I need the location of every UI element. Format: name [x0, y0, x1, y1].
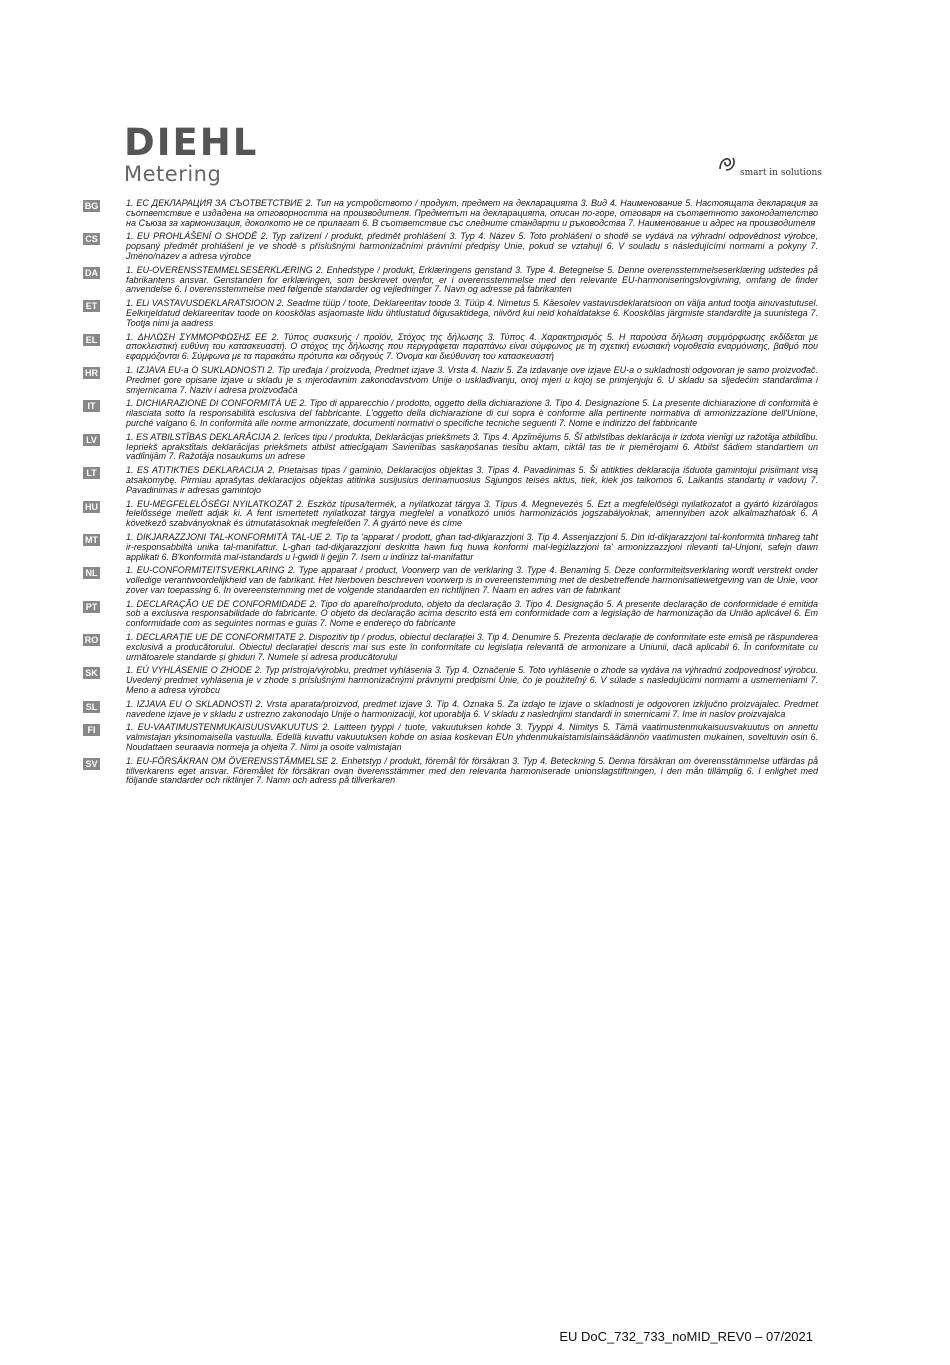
- declaration-text: 1. DIKJARAZZJONI TAL-KONFORMITÀ TAL-UE 2. Tip ta 'apparat / prodott, għan tad-dikjarazzjoni 3. Tip 4. Assenjazzjoni 5. Din id-dikjarazzjoni tal-konformità tinħareġ taħt ir-responsabbiltà unika tal-manifattur. L-għan tad-dikjarazzjoni deskritta hawn fuq huwa konformi mal-leġiżlazzjoni ta' armonizzazzjoni rilevanti tal-Unjoni, safejn dawn applikati 6. B'konformità mal-istandards u l-gwidi li ġejjin 7. Isem u indirizz tal-manifattur: [126, 531, 818, 562]
- language-code-badge: CS: [83, 233, 100, 245]
- declaration-text: 1. EU-CONFORMITEITSVERKLARING 2. Type apparaat / product, Voorwerp van de verklaring 3. Type 4. Benaming 5. Deze conformiteitsverklaring wordt verstrekt onder volledige verantwoordelijkheid van de fabrikant. Het hierboven beschreven voorwerp is in overeenstemming met de desbetreffende harmonisatiewetgeving van de Unie, voor zover van toepassing 6. In overeenstemming met de volgende standaarden en richtlijnen 7. Naam en adres van de fabrikant: [126, 565, 818, 595]
- language-code-badge: ET: [83, 300, 100, 312]
- language-code-badge: RO: [84, 635, 99, 646]
- language-code-badge: MT: [85, 534, 98, 545]
- language-code-badge: FI: [83, 724, 100, 736]
- declaration-text: 1. IZJAVA EU O SKLADNOSTI 2. Vrsta aparata/proizvod, predmet izjave 3. Tip 4. Oznaka 5. Za izdajo te izjave o skladnosti je odgovoren izključno proizvajalec. Predmet navedene izjave je v skladu z ustrezno zakonodajo Unije o harmonizaciji, kot uporablja 6. V skladu z naslednjimi standardi in smernicami 7. Ime in naslov proizvajalca: [126, 698, 818, 719]
- declaration-text: 1. DICHIARAZIONE DI CONFORMITÀ UE 2. Tipo di apparecchio / prodotto, oggetto della dichiarazione 3. Tipo 4. Designazione 5. La presente dichiarazione di conformità è rilasciata sotto la responsabilità esclusiva del fabbricante. L'oggetto della dichiarazione di cui sopra è conforme alla pertinente normativa di armonizzazione dell'Unione, purché valgano 6. In conformità alle norme armonizzate, documenti normativi o specifiche tecniche seguenti 7. Nome e indirizzo del fabbricante: [126, 398, 818, 428]
- declaration-list: [83, 199, 818, 790]
- language-code-badge: LV: [83, 434, 100, 446]
- company-logo: [124, 121, 259, 186]
- language-entry: [83, 433, 818, 462]
- language-entry: [83, 199, 818, 228]
- declaration-text: 1. DECLARAÇÃO UE DE CONFORMIDADE 2. Tipo do aparelho/produto, objeto da declaração 3. Tipo 4. Designação 5. A presente declaração de conformidade é emitida sob a exclusiva responsabilidade do fabricante. O objeto da declaração acima descrito está em conformidade com a legislação de harmonização da União aplicável 6. Em conformidade com as seguintes normas e guias 7. Nome e endereço do fabricante: [126, 598, 818, 629]
- tagline-text: smart in solutions: [740, 168, 822, 178]
- language-entry: [83, 366, 818, 395]
- document-reference: EU DoC_732_733_noMID_REV0 – 07/2021: [559, 1329, 813, 1344]
- language-code-badge: DA: [85, 267, 98, 278]
- declaration-text: 1. EU PROHLÁŠENÍ O SHODĚ 2. Typ zařízení / produkt, předmět prohlášení 3. Typ 4. Název 5. Toto prohlášení o shodě se vydává na výhradní odpovědnost výrobce, popsaný předmět prohlášení je ve shodě s příslušnými harmonizačními právními předpisy Unie, pokud se vztahují 6. V souladu s následujícími normami a pokyny 7. Jméno/název a adresa výrobce: [126, 231, 818, 261]
- language-entry: [83, 299, 818, 328]
- declaration-text: 1. ELi VASTAVUSDEKLARATSIOON 2. Seadme tüüp / toote, Deklareeritav toode 3. Tüüp 4. Nimetus 5. Käesolev vastavusdeklaratsioon on välja antud tootja ainuvastutusel. Eelkirjeldatud deklareeritav toode on kooskõlas asjaomaste liidu ühtlustatud õigusaktidega, niivõrd kui neid kohaldatakse 6. Kooskõlas järgmiste standardite ja suunistega 7. Tootja nimi ja aadress: [126, 298, 818, 328]
- language-code-badge: HR: [85, 367, 98, 378]
- declaration-text: 1. EÚ VYHLÁSENIE O ZHODE 2. Typ prístroja/výrobku, predmet vyhlásenia 3. Typ 4. Označenie 5. Toto vyhlásenie o zhode sa vydáva na výhradnú zodpovednosť výrobcu. Uvedený predmet vyhlásenia je v zhode s príslušnými harmonizačnými právnymi predpismi Únie, čo je použiteľný 6. V súlade s nasledujúcimi normami a usmerneniami 7. Meno a adresa výrobcu: [126, 665, 818, 696]
- language-entry: [83, 757, 818, 786]
- language-entry: [83, 666, 818, 695]
- logo-subtitle: Metering: [124, 162, 222, 186]
- declaration-text: 1. ΔΗΛΩΣΗ ΣΥΜΜΟΡΦΩΣΗΣ ΕΕ 2. Τύπος συσκευής / προϊόν, Στόχος της δήλωσης 3. Τύπος 4. Χαρακτηρισμός 5. Η παρούσα δήλωση συμμόρφωσης εκδίδεται με αποκλειστική ευθύνη του κατασκευαστή. Ο στόχος της δήλωσης που περιγράφεται παραπάνω είναι σύμφωνος με τη σχετική ενωσιακή νομοθεσία εναρμόνισης, βαθμό που εφαρμόζονται 6. Σύμφωνα με τα παρακάτω πρότυπα και οδηγούς 7. Όνομα και διεύθυνση του κατασκευαστή: [126, 331, 818, 362]
- language-code-badge: SL: [83, 701, 100, 713]
- language-entry: [83, 533, 818, 562]
- diehl-swirl-icon: [716, 152, 738, 177]
- language-code-badge: IT: [83, 400, 100, 412]
- language-entry: [83, 266, 818, 295]
- declaration-text: 1. EU-FÖRSÄKRAN OM ÖVERENSSTÄMMELSE 2. Enhetstyp / produkt, föremål för försäkran 3. Typ 4. Beteckning 5. Denna försäkran om överensstämmelse utfärdas på tillverkarens eget ansvar. Föremålet för försäkran ovan överensstämmer med den relevanta harmoniserade unionslagstiftningen, i den mån tillämplig 6. I enlighet med följande standarder och riktlinjer 7. Namn och adress på tillverkaren: [126, 755, 818, 786]
- language-entry: [83, 333, 818, 362]
- language-entry: [83, 232, 818, 261]
- declaration-text: 1. EU-VAATIMUSTENMUKAISUUSVAKUUTUS 2. Laitteen tyyppi / tuote, vakuutuksen kohde 3. Tyyppi 4. Nimitys 5. Tämä vaatimustenmukaisuusvakuutus on annettu valmistajan yksinomaisella vastuulla. Edellä kuvattu vakuutuksen kohde on asiaa koskevan EUn yhdenmukaistamislainsäädännön vaatimusten mukainen, soveltuvin osin 6. Noudattaen seuraavia normeja ja ohjeita 7. Nimi ja osoite valmistajan: [126, 722, 818, 753]
- declaration-text: 1. ES ATBILSTĪBAS DEKLARĀCIJA 2. Ierīces tipu / produkta, Deklarācijas priekšmets 3. Tips 4. Apzīmējums 5. Šī atbilstības deklarācija ir izdota vienīgi uz ražotāja atbildību. Iepriekš aprakstītais deklarācijas priekšmets atbilst attiecīgajam Savienības saskaņošanas tiesību aktam, ciktāl tas tie ir piemērojami 6. Atbilst šādiem standartiem un vadlīnijām 7. Ražotāja nosaukums un adrese: [126, 431, 818, 462]
- language-entry: [83, 633, 818, 662]
- declaration-text: 1. IZJAVA EU-a O SUKLADNOSTI 2. Tip uređaja / proizvoda, Predmet izjave 3. Vrsta 4. Naziv 5. Za izdavanje ove izjave EU-a o sukladnosti odgovoran je samo proizvođač. Predmet gore opisane izjave u skladu je s mjerodavnim zakonodavstvom Unije o usklađivanju, onoj mjeri u kojoj se primjenjuju 6. U skladu sa sljedećim standardima i smjernicama 7. Naziv i adresa proizvođača: [126, 364, 818, 395]
- language-code-badge: HU: [85, 501, 98, 512]
- language-entry: [83, 399, 818, 428]
- logo-wordmark: DIEHL: [124, 121, 259, 164]
- declaration-text: 1. EU-MEGFELELŐSÉGI NYILATKOZAT 2. Eszköz típusa/termék, a nyilatkozat tárgya 3. Típus 4. Megnevezés 5. Ezt a megfelelőségi nyilatkozatot a gyártó kizárólagos felelőssége mellett adják ki. A fent ismertetett nyilatkozat tárgya megfelel a vonatkozó uniós harmonizációs jogszabályoknak, amennyiben azok alkalmazhatóak 6. A következő szabványoknak és útmutatásoknak megfelelően 7. A gyártó neve és címe: [126, 498, 818, 529]
- language-entry: [83, 723, 818, 752]
- language-code-badge: SV: [83, 758, 100, 770]
- language-code-badge: BG: [84, 201, 99, 211]
- language-entry: [83, 566, 818, 595]
- tagline: [716, 152, 826, 180]
- declaration-text: 1. ES ATITIKTIES DEKLARACIJA 2. Prietaisas tipas / gaminio, Deklaracijos objektas 3. Tipas 4. Pavadinimas 5. Ši atitikties deklaracija išduota gamintojui prisiimant visą atsakomybę. Pirmiau aprašytas deklaracijos objektas atitinka susijusius derinamuosius Sąjungos teisės aktus, tiek, kiek jos taikomos 6. Laikantis standartų ir vadovų 7. Pavadinimas ir adresas gamintojo: [126, 465, 818, 495]
- language-code-badge: PT: [83, 601, 100, 613]
- language-code-badge: NL: [83, 567, 100, 579]
- language-entry: [83, 466, 818, 495]
- language-entry: [83, 700, 818, 720]
- language-code-badge: SK: [83, 667, 100, 679]
- language-code-badge: EL: [83, 334, 100, 346]
- declaration-text: 1. ЕС ДЕКЛАРАЦИЯ ЗА СЪОТВЕТСТВИЕ 2. Тип на устройството / продукт, предмет на декларацията 3. Вид 4. Наименование 5. Настоящата декларация за съответствие е издадена на отговорността на производителя. Предметът на декларацията, описан по-горе, отговаря на съответното законодателство на Съюза за хармонизация, доколкото не се прилагат 6. В съответствие със следните стандарти и ръководства 7. Наименование и адрес на производителя: [126, 198, 818, 228]
- declaration-text: 1. EU-OVERENSSTEMMELSESERKLÆRING 2. Enhedstype / produkt, Erklæringens genstand 3. Type 4. Betegnelse 5. Denne overensstemmelseserklæring udstedes på fabrikantens ansvar. Genstanden for erklæringen, som beskrevet ovenfor, er i overensstemmelse med den relevante EU-harmoniseringslovgivning, omfang de finder anvendelse 6. I overensstemmelse med følgende standarder og vejledninger 7. Navn og adresse på fabrikanten: [126, 264, 818, 295]
- language-entry: [83, 600, 818, 629]
- declaration-text: 1. DECLARAȚIE UE DE CONFORMITATE 2. Dispozitiv tip / produs, obiectul declarației 3. Tip 4. Denumire 5. Prezenta declarație de conformitate este emisă pe răspunderea exclusivă a producătorului. Obiectul declarației descris mai sus este în conformitate cu legislația relevantă de armonizare a Uniunii, dacă aplicabil 6. În conformitate cu următoarele standarde și ghiduri 7. Numele și adresa producătorului: [126, 632, 818, 662]
- language-entry: [83, 500, 818, 529]
- language-code-badge: LT: [83, 467, 100, 479]
